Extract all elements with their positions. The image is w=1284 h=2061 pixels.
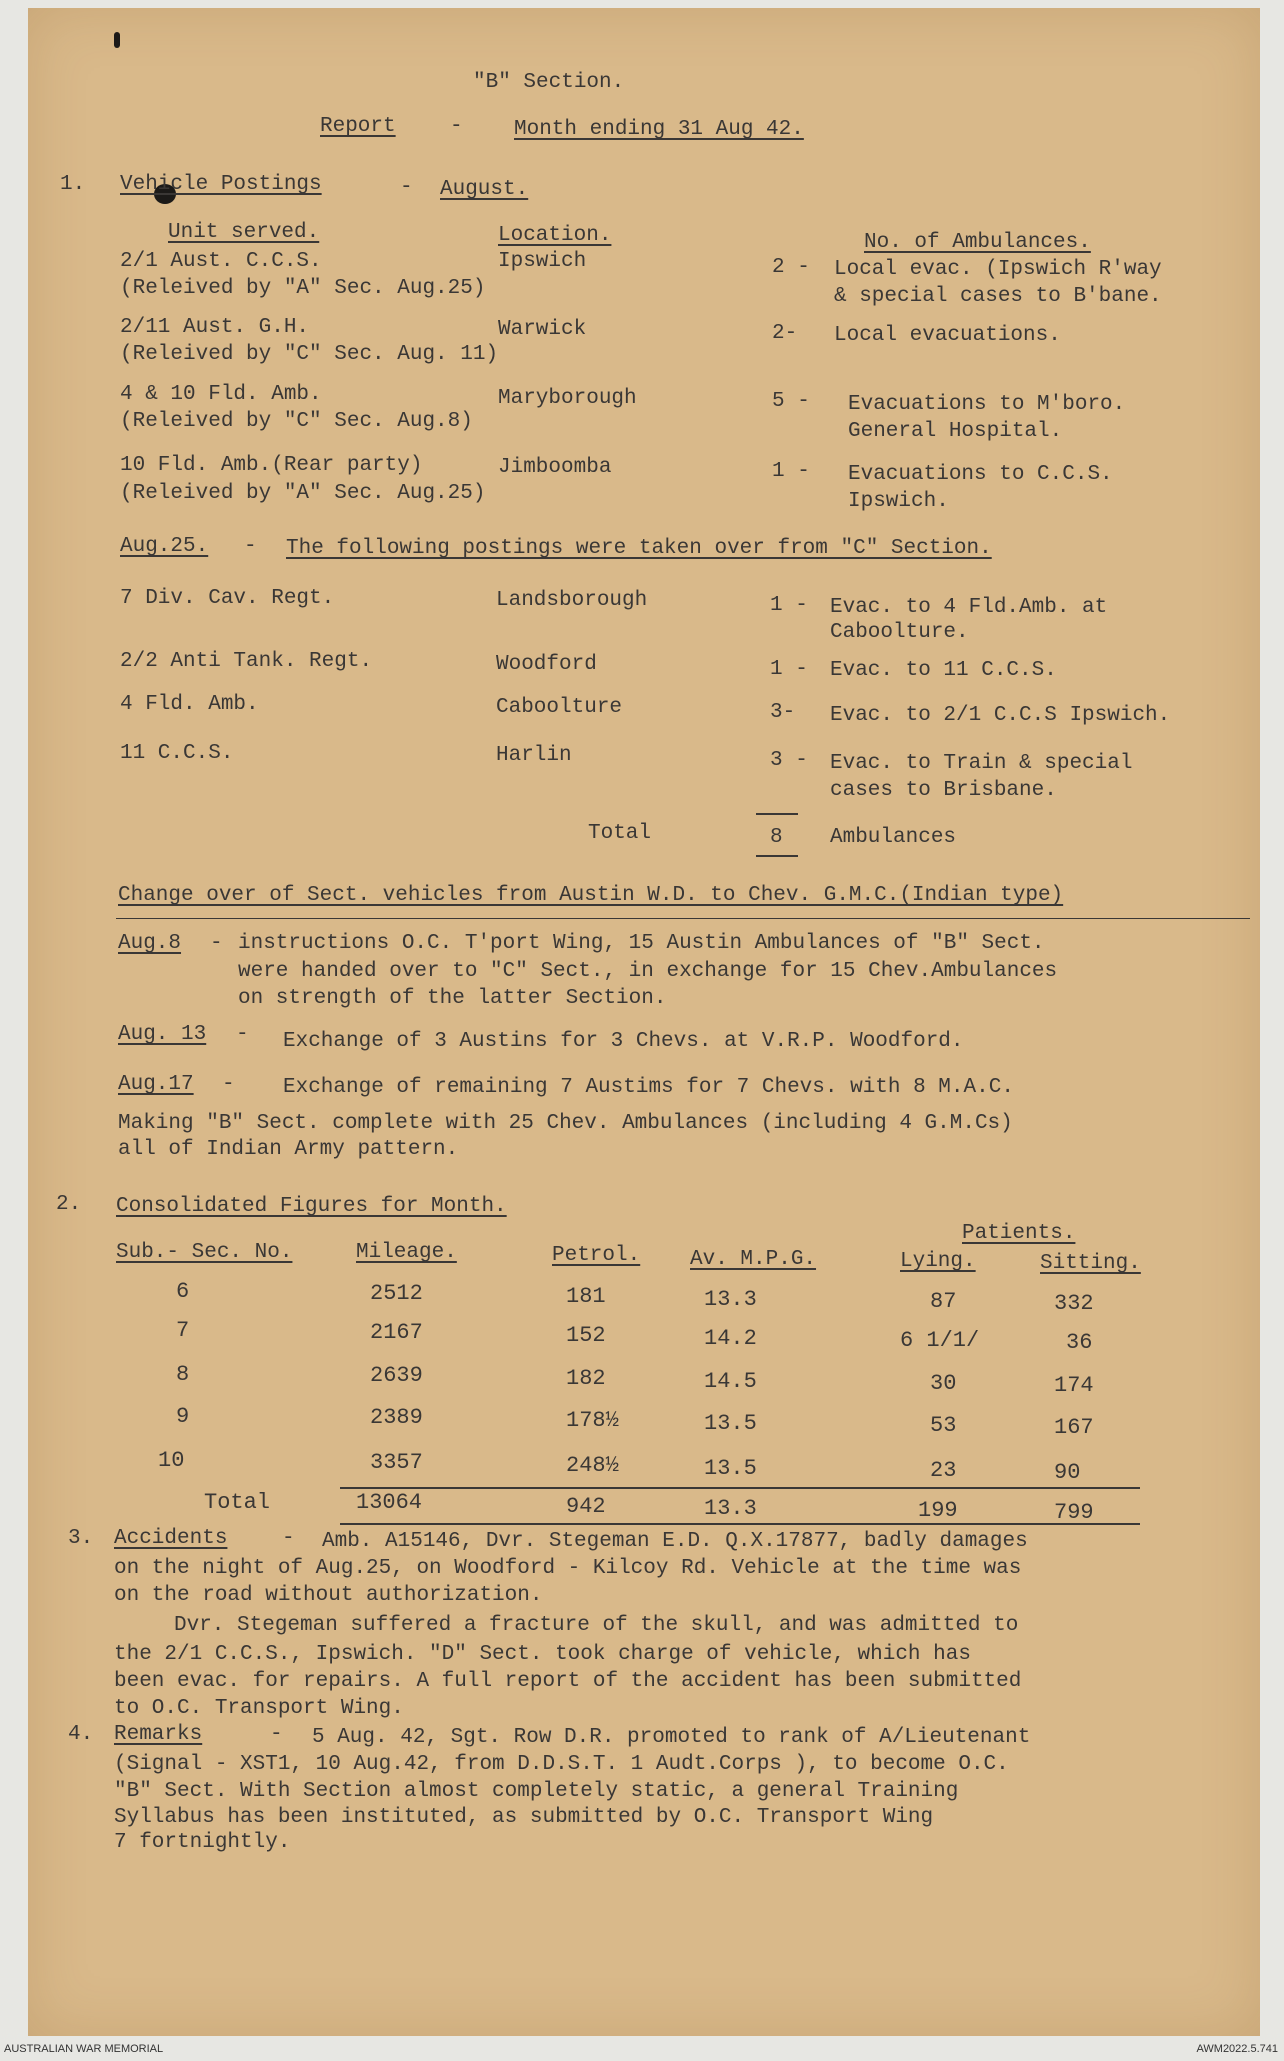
posting-note: (Releived by "A" Sec. Aug.25) — [120, 482, 486, 505]
posting-note: (Releived by "A" Sec. Aug.25) — [120, 277, 486, 300]
cell-petrol: 248½ — [566, 1453, 619, 1478]
posting-desc: Evacuations to M'boro. — [848, 393, 1126, 416]
takeover-heading: The following postings were taken over from "C" Section. — [286, 537, 992, 560]
table-total-rule — [340, 1523, 1140, 1525]
takeover-date: Aug.25. — [120, 535, 209, 558]
cell-subsec: 10 — [158, 1448, 185, 1473]
cell-mpg: 14.5 — [704, 1369, 757, 1394]
change-text: were handed over to "C" Sect., in exchange for 15 Chev.Ambulances — [238, 960, 1058, 983]
accident-text: on the road without authorization. — [114, 1584, 543, 1607]
total-rule — [756, 855, 798, 857]
total-mpg: 13.3 — [704, 1496, 757, 1521]
total-sitting: 799 — [1054, 1500, 1094, 1525]
takeover-count: 3 - — [770, 749, 808, 772]
cell-mileage: 2389 — [370, 1405, 423, 1430]
total-lying: 199 — [918, 1498, 958, 1523]
posting-desc: Ipswich. — [848, 490, 949, 513]
completion-note: Making "B" Sect. complete with 25 Chev. Ambulances (including 4 G.M.Cs) — [118, 1112, 1013, 1135]
posting-desc: Local evacuations. — [834, 324, 1061, 347]
takeover-unit: 7 Div. Cav. Regt. — [120, 587, 335, 610]
cell-lying: 6 1/1/ — [900, 1328, 980, 1353]
change-dash: - — [222, 1073, 235, 1096]
posting-location: Ipswich — [498, 250, 587, 273]
takeover-desc: Evac. to Train & special — [830, 752, 1133, 775]
change-date: Aug.8 — [118, 932, 182, 955]
change-dash: - — [210, 932, 223, 955]
posting-count: 2- — [772, 322, 798, 345]
remarks-text: 7 fortnightly. — [114, 1831, 291, 1854]
accident-text: on the night of Aug.25, on Woodford - Kilcoy Rd. Vehicle at the time was — [114, 1557, 1022, 1580]
cell-sitting: 90 — [1054, 1460, 1081, 1485]
total-value: 8 — [770, 826, 783, 849]
cell-lying: 87 — [930, 1289, 957, 1314]
posting-desc: Evacuations to C.C.S. — [848, 463, 1113, 486]
posting-count: 5 - — [772, 390, 810, 413]
section-number: 3. — [68, 1527, 94, 1550]
posting-note: (Releived by "C" Sec. Aug.8) — [120, 410, 473, 433]
column-header-location: Location. — [498, 224, 612, 247]
posting-location: Maryborough — [498, 387, 637, 410]
section-heading: Accidents — [114, 1527, 228, 1550]
total-label: Total — [204, 1490, 271, 1515]
changeover-rule — [116, 918, 1250, 919]
takeover-desc: Evac. to 2/1 C.C.S Ipswich. — [830, 704, 1171, 727]
cell-lying: 53 — [930, 1413, 957, 1438]
cell-petrol: 152 — [566, 1323, 606, 1348]
table-header-subsec: Sub.- Sec. No. — [116, 1241, 293, 1264]
remarks-text: Syllabus has been instituted, as submitted by O.C. Transport Wing — [114, 1806, 934, 1829]
cell-mpg: 13.5 — [704, 1411, 757, 1436]
posting-count: 1 - — [772, 460, 810, 483]
cell-lying: 23 — [930, 1458, 957, 1483]
cell-sitting: 174 — [1054, 1373, 1094, 1398]
report-period: Month ending 31 Aug 42. — [514, 118, 804, 141]
total-mileage: 13064 — [356, 1490, 423, 1515]
cell-subsec: 8 — [176, 1362, 190, 1387]
posting-unit: 2/11 Aust. G.H. — [120, 316, 310, 339]
takeover-count: 1 - — [770, 594, 808, 617]
posting-desc: Local evac. (Ipswich R'way — [834, 258, 1162, 281]
section-number: 2. — [56, 1193, 82, 1216]
report-dash: - — [450, 115, 463, 138]
patients-header: Patients. — [962, 1222, 1076, 1245]
change-date: Aug.17 — [118, 1073, 194, 1096]
cell-mileage: 2512 — [370, 1281, 423, 1306]
cell-petrol: 181 — [566, 1284, 606, 1309]
takeover-desc: Caboolture. — [830, 621, 969, 644]
takeover-unit: 2/2 Anti Tank. Regt. — [120, 650, 373, 673]
takeover-unit: 11 C.C.S. — [120, 742, 234, 765]
table-header-mileage: Mileage. — [356, 1241, 457, 1264]
posting-unit: 10 Fld. Amb.(Rear party) — [120, 454, 423, 477]
change-text: on strength of the latter Section. — [238, 987, 667, 1010]
takeover-desc: cases to Brisbane. — [830, 779, 1057, 802]
takeover-count: 3- — [770, 701, 796, 724]
section-heading: Remarks — [114, 1723, 203, 1746]
change-text: instructions O.C. T'port Wing, 15 Austin Ambulances of "B" Sect. — [238, 932, 1045, 955]
takeover-desc: Evac. to 4 Fld.Amb. at — [830, 596, 1108, 619]
posting-desc: & special cases to B'bane. — [834, 285, 1162, 308]
change-text: Exchange of remaining 7 Austims for 7 Chevs. with 8 M.A.C. — [283, 1076, 1014, 1099]
section-number: 4. — [68, 1723, 94, 1746]
cell-petrol: 182 — [566, 1366, 606, 1391]
accident-text: been evac. for repairs. A full report of the accident has been submitted — [114, 1670, 1022, 1693]
table-header-mpg: Av. M.P.G. — [690, 1248, 817, 1271]
cell-mpg: 13.5 — [704, 1456, 757, 1481]
heading-dash: - — [270, 1723, 283, 1746]
change-date: Aug. 13 — [118, 1023, 207, 1046]
accident-text: to O.C. Transport Wing. — [114, 1697, 404, 1720]
posting-note: (Releived by "C" Sec. Aug. 11) — [120, 343, 499, 366]
report-label: Report — [320, 115, 396, 138]
table-header-petrol: Petrol. — [552, 1244, 641, 1267]
accident-text: Dvr. Stegeman suffered a fracture of the skull, and was admitted to — [174, 1614, 1019, 1637]
total-rule — [756, 813, 798, 815]
cell-mileage: 2167 — [370, 1320, 423, 1345]
cell-subsec: 7 — [176, 1318, 190, 1343]
takeover-location: Landsborough — [496, 589, 648, 612]
completion-note: all of Indian Army pattern. — [118, 1138, 459, 1161]
posting-unit: 4 & 10 Fld. Amb. — [120, 383, 322, 406]
total-unit: Ambulances — [830, 826, 957, 849]
heading-dash: - — [400, 176, 413, 199]
takeover-unit: 4 Fld. Amb. — [120, 693, 259, 716]
takeover-location: Caboolture — [496, 696, 623, 719]
posting-count: 2 - — [772, 256, 810, 279]
cell-petrol: 178½ — [566, 1408, 619, 1433]
takeover-dash: - — [244, 535, 257, 558]
accident-text: Amb. A15146, Dvr. Stegeman E.D. Q.X.17877, badly damages — [322, 1530, 1028, 1553]
remarks-text: "B" Sect. With Section almost completely static, a general Training — [114, 1780, 959, 1803]
cell-lying: 30 — [930, 1371, 957, 1396]
section-heading: Consolidated Figures for Month. — [116, 1195, 507, 1218]
cell-subsec: 9 — [176, 1404, 190, 1429]
total-label: Total — [588, 822, 652, 845]
ink-mark — [114, 32, 120, 48]
column-header-ambulances: No. of Ambulances. — [864, 231, 1091, 254]
column-header-unit: Unit served. — [168, 221, 320, 244]
accident-text: the 2/1 C.C.S., Ipswich. "D" Sect. took charge of vehicle, which has — [114, 1643, 971, 1666]
posting-location: Jimboomba — [498, 456, 612, 479]
section-title: "B" Section. — [473, 71, 625, 94]
archive-credit: AUSTRALIAN WAR MEMORIAL — [4, 2043, 164, 2055]
total-petrol: 942 — [566, 1494, 606, 1519]
cell-sitting: 167 — [1054, 1415, 1094, 1440]
heading-dash: - — [282, 1527, 295, 1550]
posting-unit: 2/1 Aust. C.C.S. — [120, 250, 322, 273]
table-total-rule — [340, 1487, 1140, 1489]
posting-location: Warwick — [498, 318, 587, 341]
cell-mpg: 13.3 — [704, 1287, 757, 1312]
takeover-location: Woodford — [496, 653, 597, 676]
archive-reference: AWM2022.5.741 — [1196, 2043, 1278, 2055]
change-text: Exchange of 3 Austins for 3 Chevs. at V.R.P. Woodford. — [283, 1030, 964, 1053]
section-heading: Vehicle Postings — [120, 173, 322, 196]
table-header-lying: Lying. — [900, 1250, 976, 1273]
cell-sitting: 332 — [1054, 1291, 1094, 1316]
cell-subsec: 6 — [176, 1279, 190, 1304]
section-number: 1. — [60, 173, 86, 196]
takeover-desc: Evac. to 11 C.C.S. — [830, 659, 1057, 682]
cell-mileage: 2639 — [370, 1363, 423, 1388]
remarks-text: (Signal - XST1, 10 Aug.42, from D.D.S.T. 1 Audt.Corps ), to become O.C. — [114, 1753, 1009, 1776]
cell-sitting: 36 — [1066, 1330, 1093, 1355]
changeover-heading: Change over of Sect. vehicles from Austin W.D. to Chev. G.M.C.(Indian type) — [118, 884, 1064, 907]
cell-mpg: 14.2 — [704, 1326, 757, 1351]
takeover-count: 1 - — [770, 658, 808, 681]
table-header-sitting: Sitting. — [1040, 1252, 1141, 1275]
remarks-text: 5 Aug. 42, Sgt. Row D.R. promoted to rank of A/Lieutenant — [312, 1726, 1031, 1749]
cell-mileage: 3357 — [370, 1450, 423, 1475]
change-dash: - — [236, 1023, 249, 1046]
heading-month: August. — [440, 178, 529, 201]
takeover-location: Harlin — [496, 744, 572, 767]
posting-desc: General Hospital. — [848, 420, 1063, 443]
